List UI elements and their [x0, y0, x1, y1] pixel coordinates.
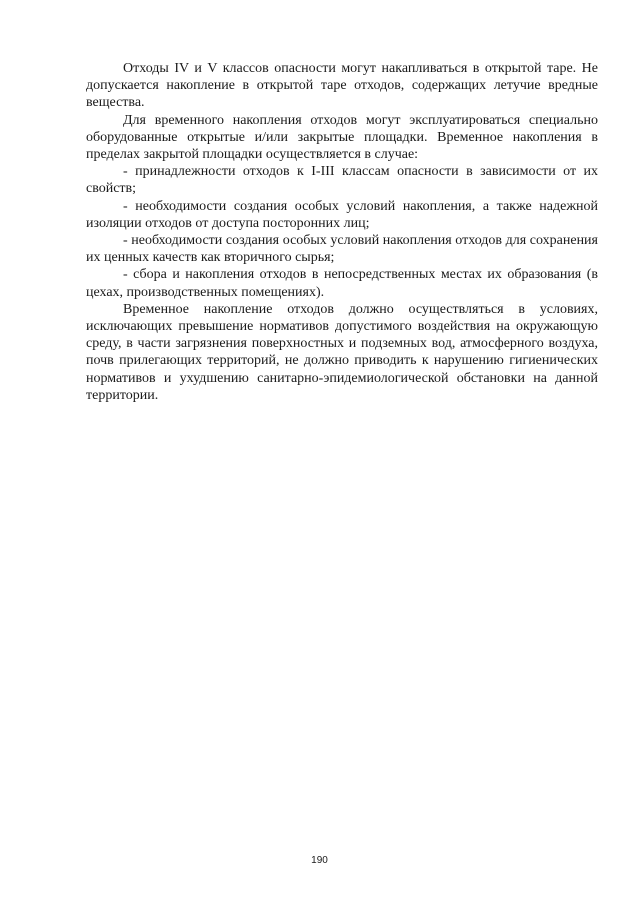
- list-item-secondary-raw: - необходимости создания особых условий накопления отходов для сохранения их ценных качеств как вторичного сырья;: [86, 233, 598, 266]
- page-number: 190: [311, 855, 328, 866]
- list-item-isolation: - необходимости создания особых условий накопления, а также надежной изоляции отходов от доступа посторонних лиц;: [86, 198, 598, 231]
- list-item-collection: - сбора и накопления отходов в непосредственных местах их образования (в цехах, производственных помещениях).: [86, 267, 598, 300]
- body-text: [86, 60, 598, 404]
- paragraph-temporary-storage: Для временного накопления отходов могут эксплуатироваться специально оборудованные открытые и/или закрытые площадки. Временное накопления в пределах закрытой площадки осуществляется в случае:: [86, 112, 598, 163]
- paragraph-open-tare: Отходы IV и V классов опасности могут накапливаться в открытой таре. Не допускается накопление в открытой таре отходов, содержащих летучие вредные вещества.: [86, 61, 598, 111]
- paragraph-conditions: Временное накопление отходов должно осуществляться в условиях, исключающих превышение нормативов допустимого воздействия на окружающую среду, в части загрязнения поверхностных и подземных вод, атмосферного воздуха, почв прилегающих территорий, не должно приводить к нарушению гигиенических нормативов и ухудшению санитарно-эпидемиологической обстановки на данной территории.: [86, 301, 598, 403]
- list-item-hazard-class: - принадлежности отходов к I-III классам опасности в зависимости от их свойств;: [86, 164, 598, 197]
